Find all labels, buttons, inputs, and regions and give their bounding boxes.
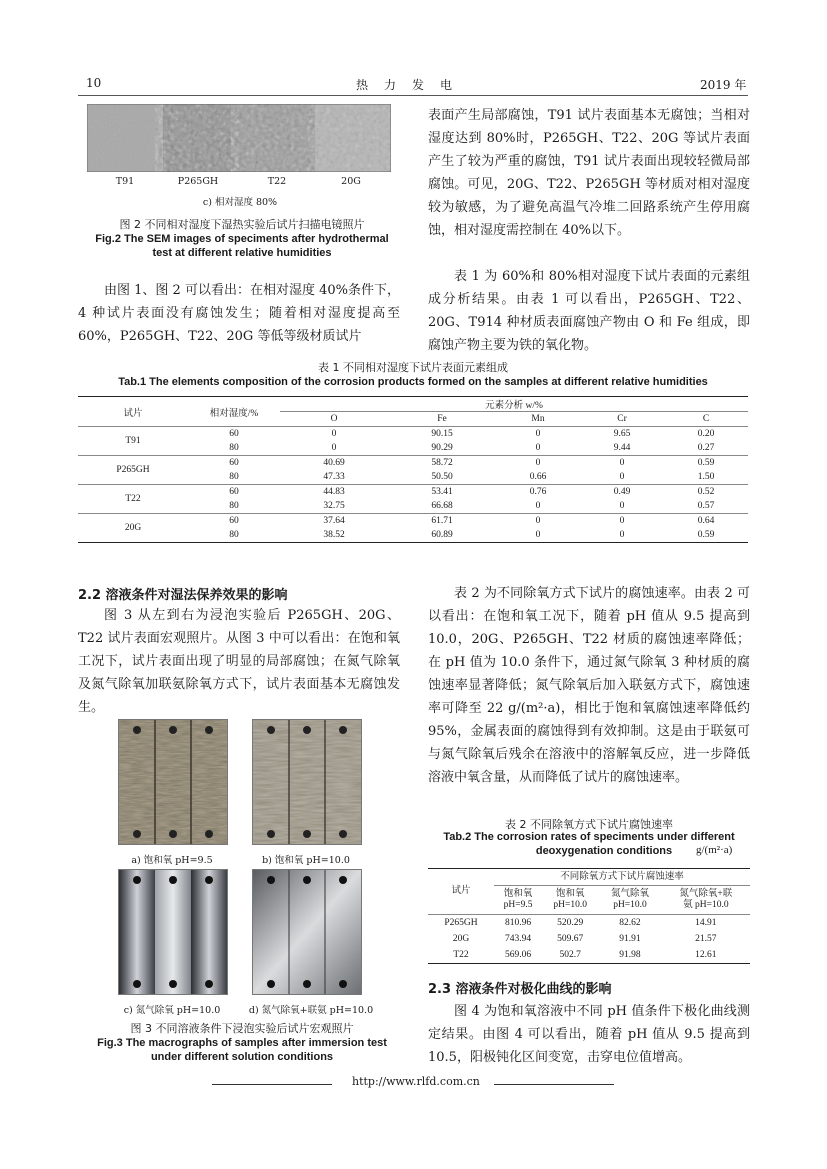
table-cell: 1.50 xyxy=(664,470,748,485)
fig2-subcaption: c) 相对湿度 80% xyxy=(202,197,278,208)
table2-column-header-line: 氨 pH=10.0 xyxy=(683,900,729,910)
table1-body xyxy=(78,427,748,543)
table1-header-mn: Mn xyxy=(496,412,580,427)
table-cell: 0 xyxy=(580,499,664,514)
table-cell: 0 xyxy=(535,429,541,439)
fig2-caption-en-line1: Fig.2 The SEM images of speciments after hydrothermal xyxy=(95,233,389,245)
table1-caption-cn: 表 1 不同相对湿度下试片表面元素组成 xyxy=(318,361,508,374)
table1-header-rh: 相对湿度/% xyxy=(188,397,280,427)
table-cell: 0.27 xyxy=(664,441,748,456)
table-cell: 61.71 xyxy=(431,516,453,526)
table-cell: 0.76 xyxy=(529,487,547,497)
table-cell: 80 xyxy=(188,441,280,456)
fig3-caption-en-line2: under different solution conditions xyxy=(150,1051,334,1063)
table-row xyxy=(78,427,748,442)
table-cell: 20G xyxy=(452,933,470,944)
header-rule xyxy=(78,95,748,96)
section-2-2-heading: 2.2 溶液条件对湿法保养效果的影响 xyxy=(78,588,288,603)
table-cell: 32.75 xyxy=(280,499,388,514)
table-cell: 0 xyxy=(496,528,580,543)
fig2-label-20g: 20G xyxy=(341,176,361,187)
fig3-photo-d xyxy=(252,869,362,995)
table1-header-cr: Cr xyxy=(580,412,664,427)
table-cell: T22 xyxy=(428,947,494,964)
table-cell: 0 xyxy=(535,516,541,526)
table-cell: 0.49 xyxy=(613,487,631,497)
table-cell: 9.65 xyxy=(613,429,631,439)
fig2-label-t91: T91 xyxy=(115,176,135,187)
table2-column-header xyxy=(598,886,661,915)
table-cell: 0.52 xyxy=(697,487,715,497)
table-cell: 743.94 xyxy=(505,933,532,944)
table2-caption-en-line1: Tab.2 The corrosion rates of speciments under different xyxy=(443,831,735,843)
table-cell: 60 xyxy=(229,487,239,497)
table1-header-o: O xyxy=(280,412,388,427)
table2-column-header-line: 饱和氧 xyxy=(503,889,533,899)
table-cell: 0.64 xyxy=(697,516,715,526)
table2-header-sample: 试片 xyxy=(428,869,494,915)
fig2-caption-en-line2: test at different relative humidities xyxy=(152,247,332,259)
sem-images xyxy=(87,104,391,172)
table2-column-header-line: 氮气除氧 xyxy=(610,889,649,899)
table2-column-header xyxy=(542,886,598,915)
table-cell: 810.96 xyxy=(505,917,532,928)
table-cell: 0.59 xyxy=(697,458,715,468)
table-cell: 21.57 xyxy=(695,933,717,944)
table1 xyxy=(78,396,748,543)
fig3-label-c: c) 氮气除氧 pH=10.0 xyxy=(123,1005,221,1016)
table-cell: 0 xyxy=(331,429,337,439)
table2-column-header-line: pH=10.0 xyxy=(553,900,587,910)
table2-caption-cn: 表 2 不同除氧方式下试片腐蚀速率 xyxy=(505,818,673,831)
table-cell: 91.91 xyxy=(619,933,641,944)
table-cell: 82.62 xyxy=(619,917,641,928)
journal-name: 热 力 发 电 xyxy=(356,78,455,92)
table-cell: 37.64 xyxy=(323,516,345,526)
table-cell: 50.50 xyxy=(388,470,496,485)
fig3-label-a: a) 饱和氧 pH=9.5 xyxy=(131,855,213,866)
table-cell: 60 xyxy=(229,516,239,526)
table-row xyxy=(428,915,750,932)
table-cell: 0 xyxy=(580,470,664,485)
table-cell: 502.7 xyxy=(542,947,598,964)
table2-column-header-line: 饱和氧 xyxy=(555,889,585,899)
table-cell: 80 xyxy=(188,499,280,514)
table2-header-group: 不同除氧方式下试片腐蚀速率 xyxy=(494,869,750,886)
table-cell-sample: 20G xyxy=(78,514,188,543)
fig3-photo-b xyxy=(252,719,362,845)
table-cell: 60 xyxy=(229,458,239,468)
page-number: 10 xyxy=(86,76,102,90)
right-paragraph-3: 表 2 为不同除氧方式下试片的腐蚀速率。由表 2 可以看出：在饱和氧工况下，随着 pH 值从 9.5 提高到 10.0，20G、P265GH、T22 材质的腐蚀速率降低；在 pH 值为 10.0 条件下，通过氮气除氧 3 种材质的腐蚀速率显著降低；氮气除氧后加入联氨方式下，腐蚀速率可降至 22 g/(m²·a)，相比于饱和氧腐蚀速率降低约 95%，金属表面的腐蚀得到有效抑制。这是由于联氨可与氮气除氧后残余在溶液中的溶解氧反应，进一步降低溶液中氧含量，从而降低了试片的腐蚀速率。 xyxy=(428,586,750,785)
table2-unit: g/(m²·a) xyxy=(696,844,733,856)
fig2-label-p265gh: P265GH xyxy=(177,176,219,187)
footer-url: http://www.rlfd.com.cn xyxy=(352,1075,480,1088)
table-cell: 91.98 xyxy=(598,947,661,964)
table-cell: 0.66 xyxy=(496,470,580,485)
table-row xyxy=(78,456,748,471)
fig3-label-d: d) 氮气除氧+联氨 pH=10.0 xyxy=(248,1005,374,1016)
table2-column-header-line: pH=9.5 xyxy=(503,900,533,910)
table1-caption-en: Tab.1 The elements composition of the corrosion products formed on the samples at different relative humidities xyxy=(118,376,708,388)
sem-image-strip xyxy=(87,104,391,172)
right-paragraph-2: 表 1 为 60%和 80%相对湿度下试片表面的元素组成分析结果。由表 1 可以看出，P265GH、T22、20G、T914 种材质表面腐蚀产物由 O 和 Fe 组成，即腐蚀产物主要为铁的氧化物。 xyxy=(428,269,750,353)
table-cell: 509.67 xyxy=(557,933,584,944)
table-cell: 90.15 xyxy=(431,429,453,439)
table-cell: 80 xyxy=(188,470,280,485)
table-cell: 0 xyxy=(580,528,664,543)
table-cell: 66.68 xyxy=(388,499,496,514)
table-cell: 60 xyxy=(229,429,239,439)
table-cell: 44.83 xyxy=(323,487,345,497)
table-cell: 90.29 xyxy=(388,441,496,456)
table1-header-sample: 试片 xyxy=(78,397,188,427)
table-cell: 0 xyxy=(619,516,625,526)
table-cell: 58.72 xyxy=(431,458,453,468)
table-cell: 80 xyxy=(188,528,280,543)
table-cell: 0 xyxy=(619,458,625,468)
table-cell: 0.20 xyxy=(697,429,715,439)
table-cell: P265GH xyxy=(444,917,478,928)
table-row xyxy=(78,485,748,500)
fig3-photo-c xyxy=(118,869,228,995)
table2-body xyxy=(428,915,750,964)
table2-column-header xyxy=(494,886,542,915)
table-cell: 0.59 xyxy=(664,528,748,543)
table-cell: 0 xyxy=(280,441,388,456)
table1-header-fe: Fe xyxy=(388,412,496,427)
table2-caption-en-line2: deoxygenation conditions xyxy=(535,845,673,857)
table-cell: 9.44 xyxy=(580,441,664,456)
table-cell-sample: T91 xyxy=(78,427,188,456)
table-cell-sample: T22 xyxy=(78,485,188,514)
fig3-photo-a xyxy=(118,719,228,845)
fig3-label-b: b) 饱和氧 pH=10.0 xyxy=(262,855,350,866)
table2-column-header-line: 氮气除氧+联 xyxy=(679,889,733,899)
table-cell: 0 xyxy=(535,458,541,468)
table-row xyxy=(78,514,748,529)
table-row xyxy=(428,947,750,964)
table2-column-header xyxy=(662,886,750,915)
footer-rule-right xyxy=(494,1084,614,1085)
table-cell: 38.52 xyxy=(280,528,388,543)
table-cell: 520.29 xyxy=(557,917,584,928)
right-paragraph-1: 表面产生局部腐蚀，T91 试片表面基本无腐蚀；当相对湿度达到 80%时，P265GH、T22、20G 等试片表面产生了较为严重的腐蚀，T91 试片表面出现较轻微局部腐蚀。可见，20G、T22、P265GH 等材质对相对湿度较为敏感，为了避免高温气冷堆二回路系统产生停用腐蚀，相对湿度需控制在 40%以下。 xyxy=(428,108,750,238)
fig2-label-t22: T22 xyxy=(267,176,287,187)
fig2-caption-cn: 图 2 不同相对湿度下湿热实验后试片扫描电镜照片 xyxy=(119,218,365,231)
table-cell: 569.06 xyxy=(494,947,542,964)
table1-header-c: C xyxy=(664,412,748,427)
section-2-2-paragraph: 图 3 从左到右为浸泡实验后 P265GH、20G、T22 试片表面宏观照片。从图 3 中可以看出：在饱和氧工况下，试片表面出现了明显的局部腐蚀；在氮气除氧及氮气除氧加联氨除氧方式下，试片表面基本无腐蚀发生。 xyxy=(78,608,400,715)
table-row xyxy=(428,931,750,947)
table-cell: 0.57 xyxy=(664,499,748,514)
fig3-caption-cn: 图 3 不同溶液条件下浸泡实验后试片宏观照片 xyxy=(130,1022,354,1035)
table-cell: 0 xyxy=(496,441,580,456)
fig3-caption-en-line1: Fig.3 The macrographs of samples after immersion test xyxy=(97,1037,387,1049)
table2-column-header-line: pH=10.0 xyxy=(613,900,647,910)
table2 xyxy=(428,868,750,964)
table1-header-group: 元素分析 w/% xyxy=(280,397,748,412)
left-paragraph-1: 由图 1、图 2 可以看出：在相对湿度 40%条件下，4 种试片表面没有腐蚀发生；随着相对湿度提高至 60%，P265GH、T22、20G 等低等级材质试片 xyxy=(78,283,400,344)
table-cell: 47.33 xyxy=(280,470,388,485)
section-2-3-paragraph: 图 4 为饱和氧溶液中不同 pH 值条件下极化曲线测定结果。由图 4 可以看出，随着 pH 值从 9.5 提高到 10.5，阳极钝化区间变宽，击穿电位值增高。 xyxy=(428,1004,750,1065)
footer-rule-left xyxy=(212,1084,332,1085)
table-cell: 12.61 xyxy=(662,947,750,964)
table-cell: 14.91 xyxy=(695,917,717,928)
table-cell: 53.41 xyxy=(431,487,453,497)
year: 2019 年 xyxy=(700,78,747,92)
section-2-3-heading: 2.3 溶液条件对极化曲线的影响 xyxy=(428,982,612,997)
table-cell: 40.69 xyxy=(323,458,345,468)
table-cell: 0 xyxy=(496,499,580,514)
table-cell: 60.89 xyxy=(388,528,496,543)
table-cell-sample: P265GH xyxy=(78,456,188,485)
